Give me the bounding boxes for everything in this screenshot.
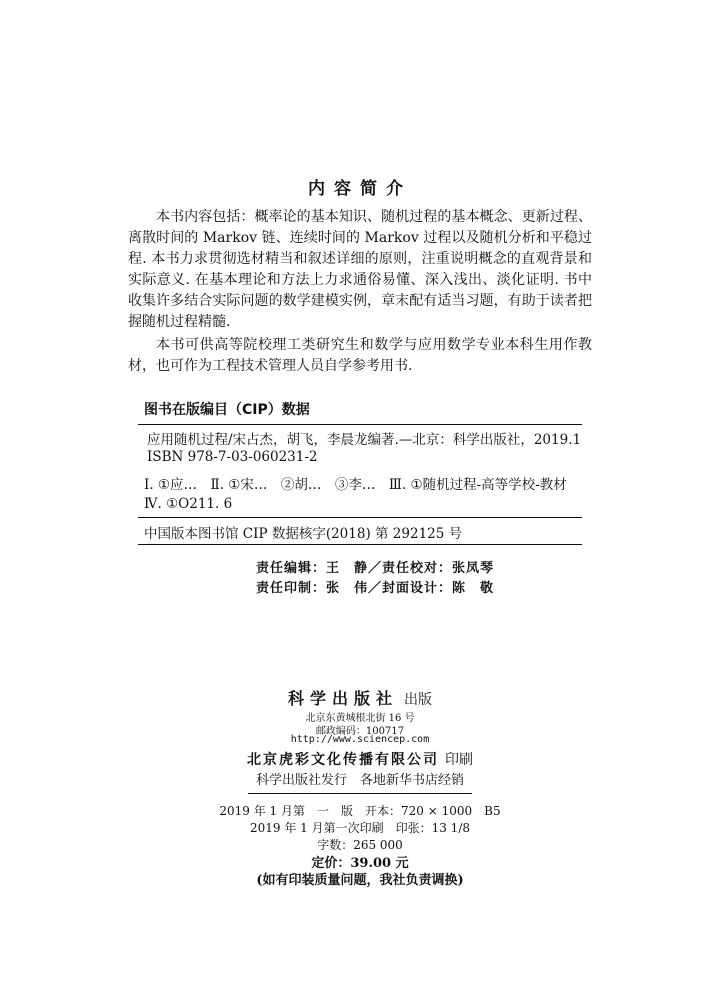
printer-suffix: 印刷 [445,752,473,768]
cip-entry: 应用随机过程/宋占杰，胡飞，李晨龙编著.—北京：科学出版社，2019.1 [147,432,582,448]
staff-line-1: 责任编辑：王 静／责任校对：张凤琴 [256,561,495,576]
cip-bottom-rule [138,544,582,545]
word-count: 字数：265 000 [317,838,403,852]
publisher-suffix: 出版 [404,692,432,708]
publisher-name: 科学出版社 [287,689,398,708]
cip-middle-rule [138,517,582,518]
printer-name: 北京虎彩文化传播有限公司 [247,752,439,768]
edition-line: 2019 年 1 月第 一 版 开本：720 × 1000 B5 [219,804,501,818]
printer-line [0,749,720,769]
printing-line: 2019 年 1 月第一次印刷 印张：13 1/8 [249,821,470,835]
staff-line-2: 责任印制：张 伟／封面设计：陈 敬 [256,581,495,596]
cip-classification-1: Ⅰ. ①应… Ⅱ. ①宋… ②胡… ③李… Ⅲ. ①随机过程-高等学校-教材 [144,477,567,493]
summary-paragraph-1: 本书内容包括：概率论的基本知识、随机过程的基本概念、更新过程、离散时间的 Markov 链、连续时间的 Markov 过程以及随机分析和平稳过程. 本书力求贯彻选材精当和叙述详细的原则，注重说明概念的直观背景和实际意义. 在基本理论和方法上力求通俗易懂、深入浅出、淡化证明. 书中收集许多结合实际问题的数学建模实例，章末配有适当习题，有助于读者把握随机过程精髓. [128,209,592,330]
publisher-address: 北京东黄城根北街 16 号 [305,713,415,724]
publisher-url: http://www.sciencep.com [290,734,430,745]
specs-rule [248,793,472,794]
cip-top-rule [138,424,582,425]
distribution-line: 科学出版社发行 各地新华书店经销 [255,773,464,788]
quality-notice: (如有印装质量问题，我社负责调换) [256,873,464,888]
publisher-line [0,686,720,709]
cip-classification-2: Ⅳ. ①O211. 6 [144,496,233,512]
cip-heading: 图书在版编目（CIP）数据 [144,402,310,418]
price: 定价：39.00 元 [311,856,409,871]
summary-title: 内容简介 [308,179,412,199]
summary-paragraph-2: 本书可供高等院校理工类研究生和数学与应用数学专业本科生用作教材，也可作为工程技术管理人员自学参考用书. [128,337,592,374]
cip-record-number: 中国版本图书馆 CIP 数据核字(2018) 第 292125 号 [144,526,463,542]
cip-isbn: ISBN 978-7-03-060231-2 [147,449,318,465]
summary-body [128,207,592,377]
publisher-postcode: 邮政编码：100717 [315,726,405,737]
